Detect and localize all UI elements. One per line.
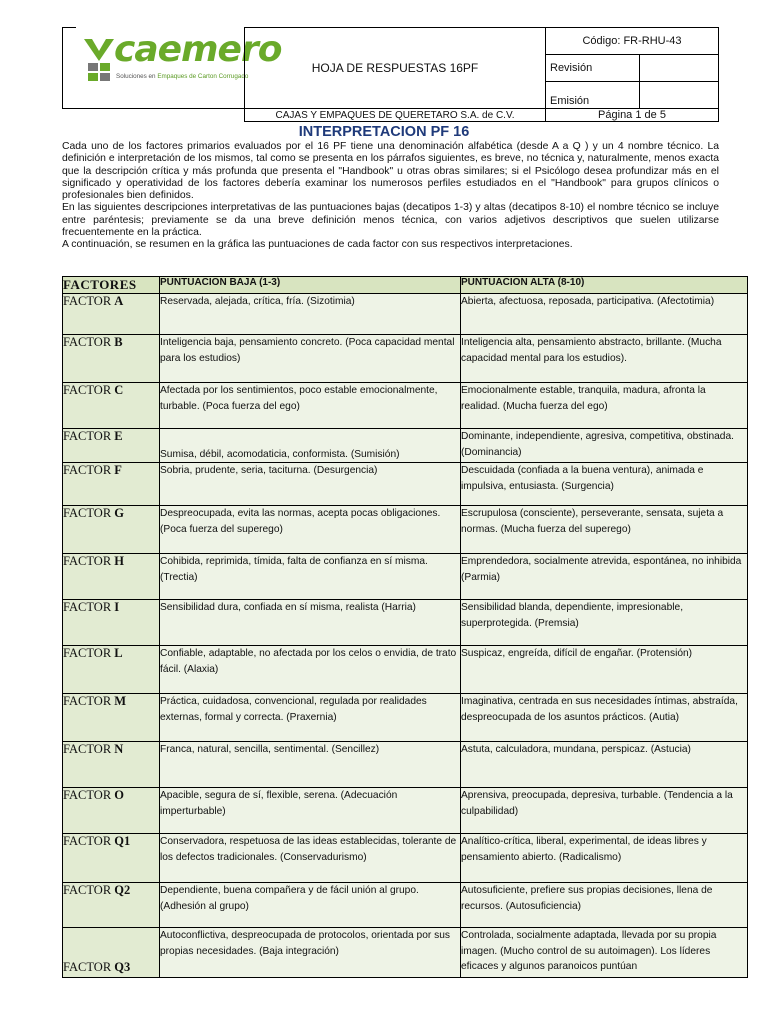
logo-wordmark: caemero xyxy=(114,29,282,70)
factor-name: FACTOR N xyxy=(63,742,160,788)
low-score-cell: Cohibida, reprimida, tímida, falta de confianza en sí misma. (Trectia) xyxy=(160,554,461,600)
table-row xyxy=(63,883,748,928)
emission-label: Emisión xyxy=(545,81,640,109)
logo-tagline xyxy=(116,73,248,80)
emission-value xyxy=(639,81,719,109)
column-header-high: PUNTUACION ALTA (8-10) xyxy=(461,277,748,294)
divider xyxy=(62,108,244,109)
table-row xyxy=(63,463,748,506)
column-header-low: PUNTUACION BAJA (1-3) xyxy=(160,277,461,294)
factor-name: FACTOR Q1 xyxy=(63,834,160,883)
high-score-cell: Autosuficiente, prefiere sus propias decisiones, llena de recursos. (Autosuficiencia) xyxy=(461,883,748,928)
logo-area xyxy=(62,27,282,109)
factor-name: FACTOR H xyxy=(63,554,160,600)
table-row xyxy=(63,694,748,742)
low-score-cell: Práctica, cuidadosa, convencional, regulada por realidades externas, formal y correcta. (Praxernia) xyxy=(160,694,461,742)
revision-label: Revisión xyxy=(545,54,640,82)
table-row xyxy=(63,554,748,600)
intro-text xyxy=(62,141,719,252)
high-score-cell: Astuta, calculadora, mundana, perspicaz. (Astucia) xyxy=(461,742,748,788)
low-score-cell: Despreocupada, evita las normas, acepta pocas obligaciones. (Poca fuerza del superego) xyxy=(160,506,461,554)
page-title: INTERPRETACION PF 16 xyxy=(298,124,470,140)
high-score-cell: Emprendedora, socialmente atrevida, espontánea, no inhibida (Parmia) xyxy=(461,554,748,600)
factors-table xyxy=(62,276,748,978)
doc-title: HOJA DE RESPUESTAS 16PF xyxy=(244,27,546,109)
low-score-cell: Sumisa, débil, acomodaticia, conformista. (Sumisión) xyxy=(160,429,461,463)
table-header-row xyxy=(63,277,748,294)
table-row xyxy=(63,335,748,383)
high-score-cell: Emocionalmente estable, tranquila, madura, afronta la realidad. (Mucha fuerza del ego) xyxy=(461,383,748,429)
factor-name: FACTOR I xyxy=(63,600,160,646)
low-score-cell: Reservada, alejada, crítica, fría. (Sizotimia) xyxy=(160,294,461,335)
low-score-cell: Sensibilidad dura, confiada en sí misma, realista (Harria) xyxy=(160,600,461,646)
high-score-cell: Controlada, socialmente adaptada, llevada por su propia imagen. (Mucho control de su autoimagen). Los líderes eficaces y algunos paranoicos puntúan xyxy=(461,928,748,978)
table-row xyxy=(63,928,748,978)
high-score-cell: Sensibilidad blanda, dependiente, impresionable, superprotegida. (Premsia) xyxy=(461,600,748,646)
low-score-cell: Conservadora, respetuosa de las ideas establecidas, tolerante de los defectos tradicionales. (Conservadurismo) xyxy=(160,834,461,883)
table-row xyxy=(63,788,748,834)
high-score-cell: Inteligencia alta, pensamiento abstracto, brillante. (Mucha capacidad mental para los estudios). xyxy=(461,335,748,383)
factor-name: FACTOR O xyxy=(63,788,160,834)
low-score-cell: Apacible, segura de sí, flexible, serena. (Adecuación imperturbable) xyxy=(160,788,461,834)
factor-name: FACTOR M xyxy=(63,694,160,742)
factor-name: FACTOR Q2 xyxy=(63,883,160,928)
high-score-cell: Analítico-crítica, liberal, experimental, de ideas libres y pensamiento abierto. (Radicalismo) xyxy=(461,834,748,883)
divider xyxy=(62,27,63,109)
table-row xyxy=(63,429,748,463)
factor-name: FACTOR G xyxy=(63,506,160,554)
high-score-cell: Aprensiva, preocupada, depresiva, turbable. (Tendencia a la culpabilidad) xyxy=(461,788,748,834)
factor-name: FACTOR F xyxy=(63,463,160,506)
low-score-cell: Dependiente, buena compañera y de fácil unión al grupo. (Adhesión al grupo) xyxy=(160,883,461,928)
table-row xyxy=(63,294,748,335)
factor-name: FACTOR E xyxy=(63,429,160,463)
intro-paragraph: A continuación, se resumen en la gráfica las puntuaciones de cada factor con sus respectivos interpretaciones. xyxy=(62,239,573,251)
column-header-factores: FACTORES xyxy=(63,277,160,294)
low-score-cell: Afectada por los sentimientos, poco estable emocionalmente, turbable. (Poca fuerza del ego) xyxy=(160,383,461,429)
logo-tagline-green: Empaques de Carton Corrugado xyxy=(157,73,249,80)
high-score-cell: Dominante, independiente, agresiva, competitiva, obstinada. (Dominancia) xyxy=(461,429,748,463)
factor-name: FACTOR A xyxy=(63,294,160,335)
table-row xyxy=(63,600,748,646)
intro-paragraph: En las siguientes descripciones interpretativas de las puntuaciones bajas (decatipos 1-3) y altas (decatipos 8-10) el nombre técnico se incluye entre paréntesis; previamente se da una breve definición menos técnica, con varios adjetivos descriptivos que suelen utilizarse frecuentemente en la práctica. xyxy=(62,202,719,239)
header-grid xyxy=(244,27,719,121)
high-score-cell: Suspicaz, engreída, difícil de engañar. (Protensión) xyxy=(461,646,748,694)
logo-mark-icon xyxy=(82,35,116,81)
low-score-cell: Inteligencia baja, pensamiento concreto. (Poca capacidad mental para los estudios) xyxy=(160,335,461,383)
low-score-cell: Confiable, adaptable, no afectada por los celos o envidia, de trato fácil. (Alaxia) xyxy=(160,646,461,694)
low-score-cell: Autoconflictiva, despreocupada de protocolos, orientada por sus propias necesidades. (Baja integración) xyxy=(160,928,461,978)
factor-name: FACTOR C xyxy=(63,383,160,429)
factor-name: FACTOR L xyxy=(63,646,160,694)
intro-paragraph: Cada uno de los factores primarios evaluados por el 16 PF tiene una denominación alfabética (desde A a Q ) y un 4 nombre técnico. La definición e interpretación de los mismos, tal como se presenta en los párrafos siguientes, es breve, no técnica y, naturalmente, menos exacta que la descripción crítica y más profunda que presenta el "Handbook" u otras obras similares; si el Psicólogo desea profundizar más en el significado y operatividad de los factores debería examinar los numerosos perfiles estudiados en el "Handbook" para grupos clínicos o profesionales bien definidos. xyxy=(62,141,719,202)
page-number: Página 1 de 5 xyxy=(545,108,719,122)
high-score-cell: Descuidada (confiada a la buena ventura), animada e impulsiva, entusiasta. (Surgencia) xyxy=(461,463,748,506)
factor-name: FACTOR B xyxy=(63,335,160,383)
high-score-cell: Abierta, afectuosa, reposada, participativa. (Afectotimia) xyxy=(461,294,748,335)
logo-tagline-prefix: Soluciones en xyxy=(116,73,158,80)
company-name: CAJAS Y EMPAQUES DE QUERETARO S.A. de C.V. xyxy=(244,108,546,122)
factor-name: FACTOR Q3 xyxy=(63,928,160,978)
high-score-cell: Escrupulosa (consciente), perseverante, sensata, sujeta a normas. (Mucha fuerza del superego) xyxy=(461,506,748,554)
document-header xyxy=(62,27,719,121)
table-row xyxy=(63,834,748,883)
table-row xyxy=(63,646,748,694)
table-row xyxy=(63,383,748,429)
high-score-cell: Imaginativa, centrada en sus necesidades íntimas, abstraída, despreocupada de los asuntos prácticos. (Autia) xyxy=(461,694,748,742)
low-score-cell: Franca, natural, sencilla, sentimental. (Sencillez) xyxy=(160,742,461,788)
doc-code: Código: FR-RHU-43 xyxy=(545,27,719,55)
revision-value xyxy=(639,54,719,82)
table-row xyxy=(63,742,748,788)
table-row xyxy=(63,506,748,554)
divider xyxy=(62,27,76,28)
low-score-cell: Sobria, prudente, seria, taciturna. (Desurgencia) xyxy=(160,463,461,506)
